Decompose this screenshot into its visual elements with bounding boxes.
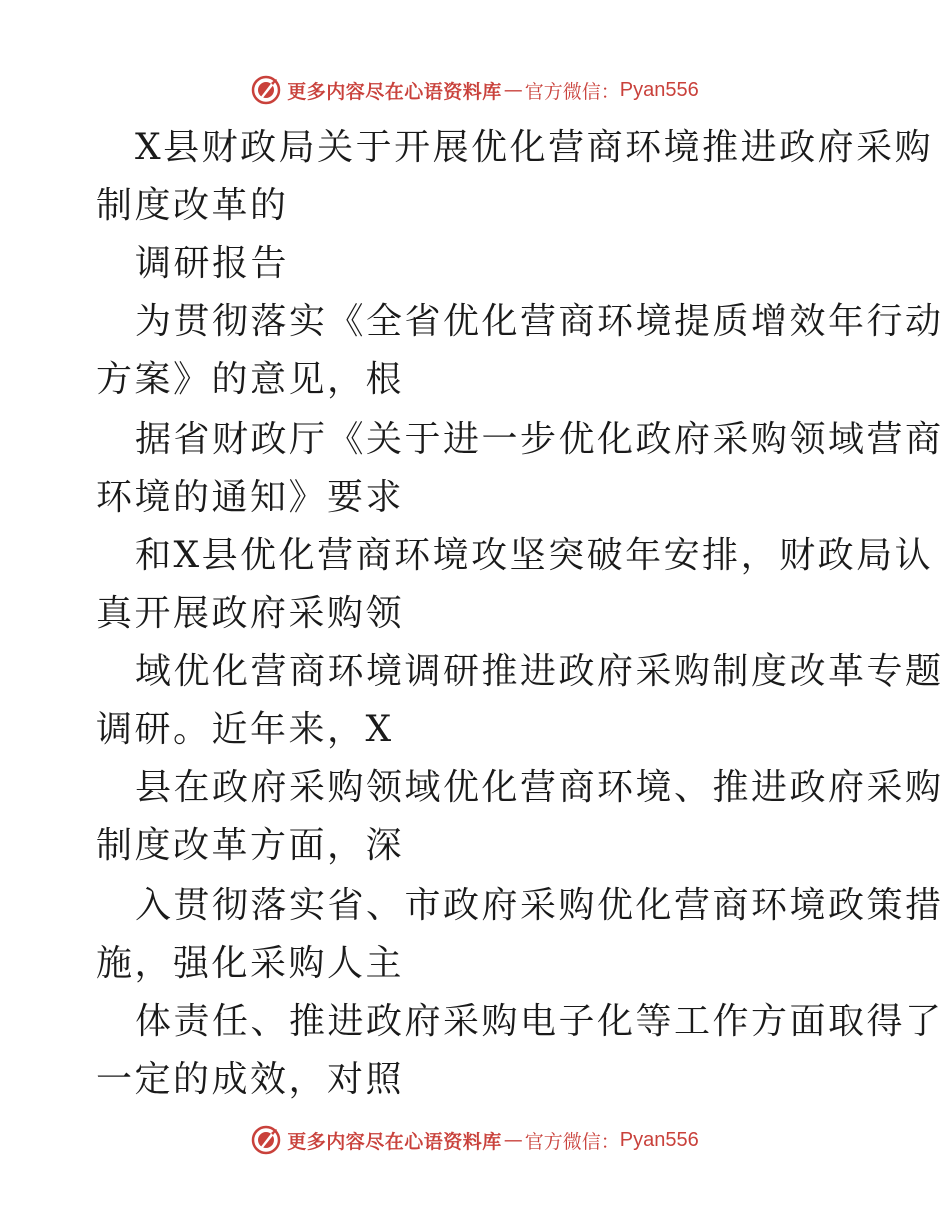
doc-line: 真开展政府采购领 — [96, 593, 405, 634]
wechat-id: Pyan556 — [619, 78, 699, 101]
doc-line: 体责任、推进政府采购电子化等工作方面取得了 — [135, 1001, 944, 1042]
promo-text: 更多内容尽在心语资料库 — [287, 80, 502, 103]
banner-separator: — — [503, 1129, 523, 1151]
wechat-label: 官方微信： — [524, 1130, 620, 1153]
wechat-label: 官方微信： — [524, 80, 620, 103]
doc-line: 施，强化采购人主 — [96, 943, 405, 984]
header-banner — [0, 70, 950, 110]
footer-banner — [0, 1120, 950, 1160]
quill-logo-icon — [251, 75, 281, 105]
doc-line: 域优化营商环境调研推进政府采购制度改革专题 — [135, 651, 944, 692]
doc-line-title: X县财政局关于开展优化营商环境推进政府采购 — [135, 127, 934, 168]
doc-line: 环境的通知》要求 — [96, 477, 405, 518]
doc-line: 制度改革的 — [96, 185, 289, 226]
doc-line: 和X县优化营商环境攻坚突破年安排，财政局认 — [135, 535, 934, 576]
doc-line: 制度改革方面，深 — [96, 825, 405, 866]
doc-line: 为贯彻落实《全省优化营商环境提质增效年行动 — [135, 301, 944, 342]
doc-line-subtitle: 调研报告 — [135, 243, 290, 284]
doc-line: 方案》的意见，根 — [96, 359, 405, 400]
doc-line: 调研。近年来，X — [96, 709, 394, 750]
wechat-id: Pyan556 — [619, 1128, 699, 1151]
promo-text: 更多内容尽在心语资料库 — [287, 1130, 502, 1153]
banner-separator: — — [503, 79, 523, 101]
doc-line: 县在政府采购领域优化营商环境、推进政府采购 — [135, 767, 944, 808]
quill-logo-icon — [251, 1125, 281, 1155]
doc-line: 据省财政厅《关于进一步优化政府采购领域营商 — [135, 419, 944, 460]
doc-line: 一定的成效，对照 — [96, 1059, 405, 1100]
doc-line: 入贯彻落实省、市政府采购优化营商环境政策措 — [135, 885, 944, 926]
